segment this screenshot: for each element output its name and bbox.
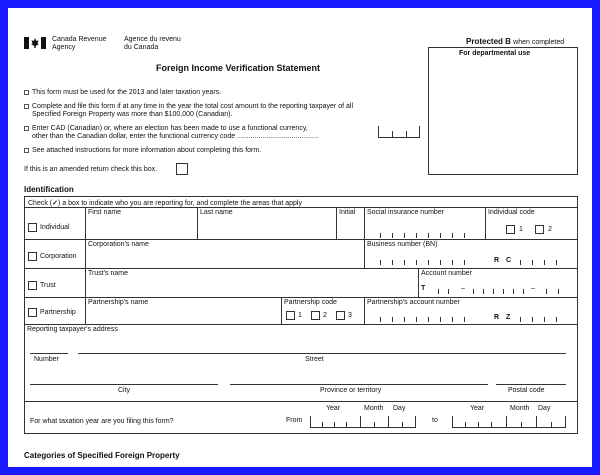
individual-code-1-checkbox[interactable] <box>506 225 515 234</box>
from-label: From <box>286 417 303 424</box>
instruction-2: Complete and file this form if at any time in the year the total cost amount to the reporting taxpayer of all Specified Foreign Property was more than $100,000 (Canadian). <box>32 103 353 118</box>
individual-code-1-label: 1 <box>519 226 523 233</box>
trust-name-field[interactable] <box>86 278 416 296</box>
partnership-code-2-label: 2 <box>323 312 327 319</box>
trust-checkbox[interactable] <box>28 281 37 290</box>
instruction-4: See attached instructions for more information about completing this form. <box>32 147 262 154</box>
instruction-1: This form must be used for the 2013 and later taxation years. <box>32 89 222 96</box>
identification-heading: Identification <box>24 185 74 194</box>
last-name-field[interactable] <box>198 218 335 238</box>
partnership-name-field[interactable] <box>86 307 279 323</box>
trust-label: Trust <box>40 282 56 289</box>
to-month-label: Month <box>510 405 530 412</box>
agency-en: Canada Revenue Agency <box>52 36 107 51</box>
amended-checkbox[interactable] <box>176 163 188 175</box>
individual-code-2-label: 2 <box>548 226 552 233</box>
from-year-label: Year <box>326 405 341 412</box>
business-number-field[interactable] <box>368 259 573 266</box>
individual-code-label: Individual code <box>488 209 535 216</box>
form-title: Foreign Income Verification Statement <box>156 63 321 73</box>
pa-letter-z: Z <box>506 314 511 321</box>
address-label: Reporting taxpayer's address <box>27 326 118 333</box>
partnership-code-3-checkbox[interactable] <box>336 311 345 320</box>
individual-code-2-checkbox[interactable] <box>535 225 544 234</box>
postal-label: Postal code <box>508 387 545 394</box>
currency-code-field[interactable] <box>378 126 420 138</box>
initial-label: Initial <box>339 209 356 216</box>
partnership-code-1-checkbox[interactable] <box>286 311 295 320</box>
partnership-account-label: Partnership's account number <box>367 299 460 306</box>
number-field[interactable] <box>30 341 68 353</box>
province-field[interactable] <box>230 371 488 384</box>
instruction-3: Enter CAD (Canadian) or, where an election has been made to use a functional currency, other than the Canadian dollar, enter the functional currency code .......................................... <box>32 125 319 140</box>
partnership-code-label: Partnership code <box>284 299 337 306</box>
from-month-label: Month <box>364 405 384 412</box>
province-label: Province or territory <box>320 387 382 394</box>
to-date-field[interactable] <box>452 416 566 428</box>
bn-letter-c: C <box>506 257 512 264</box>
bullet-icon <box>24 148 29 153</box>
partnership-account-field[interactable] <box>368 316 573 323</box>
account-number-field[interactable] <box>428 288 574 295</box>
amended-label: If this is an amended return check this box. <box>24 166 158 173</box>
partnership-code-2-checkbox[interactable] <box>311 311 320 320</box>
departmental-use-box <box>428 47 578 175</box>
categories-heading: Categories of Specified Foreign Property <box>24 451 180 460</box>
from-date-field[interactable] <box>310 416 416 428</box>
bullet-icon <box>24 90 29 95</box>
partnership-checkbox[interactable] <box>28 308 37 317</box>
postal-field[interactable] <box>496 371 566 384</box>
street-field[interactable] <box>78 341 566 353</box>
corporation-name-label: Corporation's name <box>88 241 149 248</box>
sin-field[interactable] <box>368 232 480 238</box>
account-letter-t: T <box>421 285 426 292</box>
pa-letter-r: R <box>494 314 500 321</box>
corporation-name-field[interactable] <box>86 249 362 267</box>
canada-flag-icon <box>24 36 46 48</box>
first-name-label: First name <box>88 209 122 216</box>
account-number-label: Account number <box>421 270 472 277</box>
partnership-code-1-label: 1 <box>298 312 302 319</box>
departmental-label: For departmental use <box>459 50 531 57</box>
sin-label: Social insurance number <box>367 209 445 216</box>
corporation-label: Corporation <box>40 253 77 260</box>
business-number-label: Business number (BN) <box>367 241 438 248</box>
number-label: Number <box>34 356 59 363</box>
partnership-name-label: Partnership's name <box>88 299 149 306</box>
corporation-checkbox[interactable] <box>28 252 37 261</box>
street-label: Street <box>305 356 324 363</box>
account-dash-2: – <box>531 285 535 292</box>
last-name-label: Last name <box>200 209 233 216</box>
city-label: City <box>118 387 131 394</box>
account-dash-1: – <box>461 285 465 292</box>
bullet-icon <box>24 104 29 109</box>
to-year-label: Year <box>470 405 485 412</box>
partnership-code-3-label: 3 <box>348 312 352 319</box>
to-day-label: Day <box>538 405 551 412</box>
initial-field[interactable] <box>337 218 363 238</box>
to-label: to <box>432 417 438 424</box>
individual-checkbox[interactable] <box>28 223 37 232</box>
bullet-icon <box>24 126 29 131</box>
city-field[interactable] <box>30 371 218 384</box>
first-name-field[interactable] <box>86 218 196 238</box>
trust-name-label: Trust's name <box>88 270 128 277</box>
protected-label: Protected B when completed <box>466 37 565 46</box>
from-day-label: Day <box>393 405 406 412</box>
bn-letter-r: R <box>494 257 500 264</box>
individual-label: Individual <box>40 224 70 231</box>
check-instruction: Check (✓) a box to indicate who you are reporting for, and complete the areas that apply <box>28 200 302 207</box>
tax-year-question: For what taxation year are you filing this form? <box>30 418 174 425</box>
agency-fr: Agence du revenu du Canada <box>124 36 181 51</box>
partnership-label: Partnership <box>40 309 76 316</box>
